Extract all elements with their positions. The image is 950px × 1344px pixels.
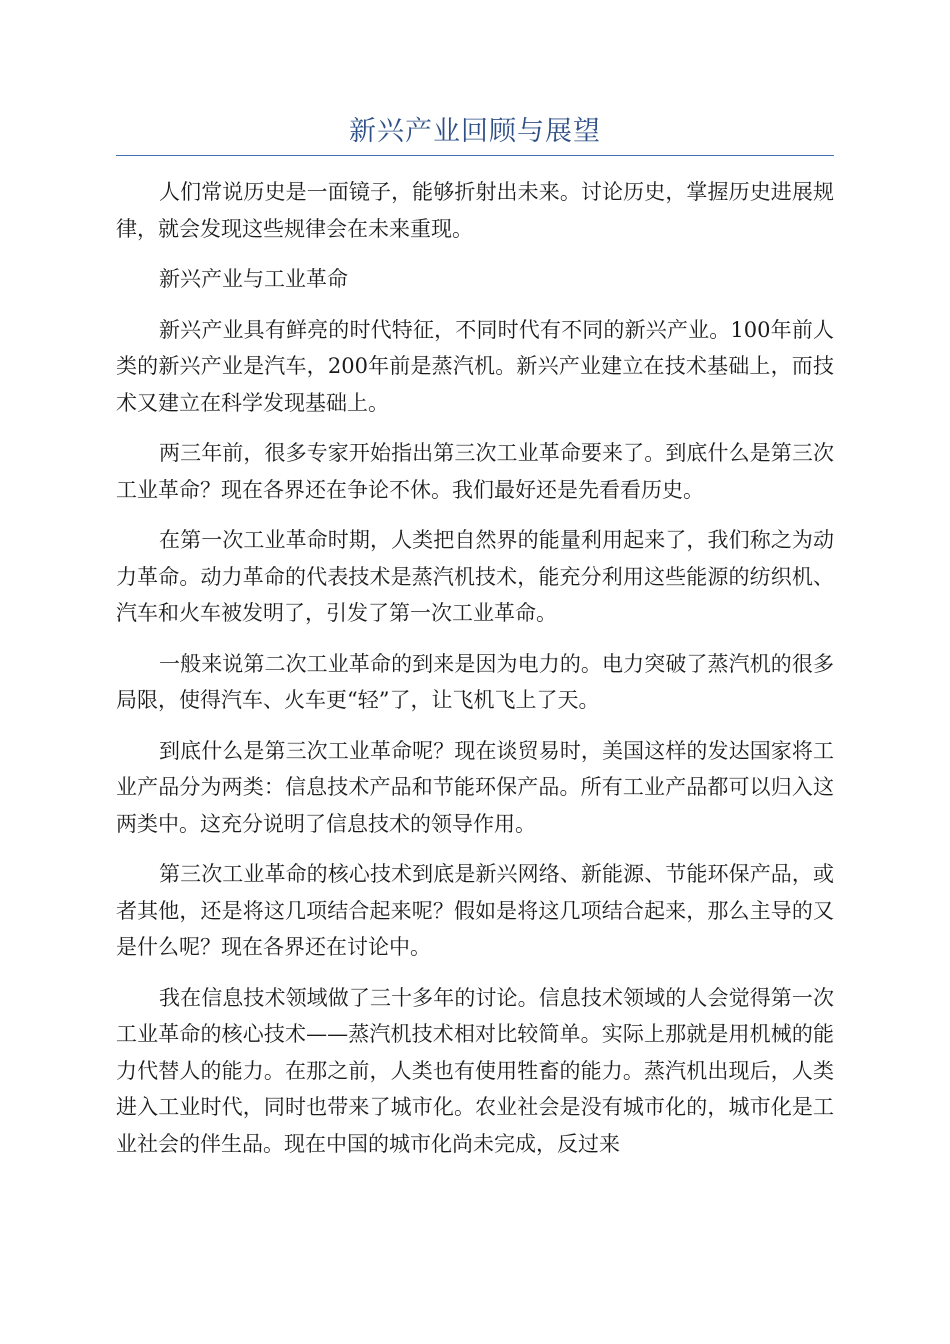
paragraph-intro: 人们常说历史是一面镜子，能够折射出未来。讨论历史，掌握历史进展规律，就会发现这些规律会在未来重现。 — [116, 180, 834, 241]
paragraph: 到底什么是第三次工业革命呢？现在谈贸易时，美国这样的发达国家将工业产品分为两类：信息技术产品和节能环保产品。所有工业产品都可以归入这两类中。这充分说明了信息技术的领导作用。 — [116, 738, 834, 836]
paragraph: 新兴产业具有鲜亮的时代特征，不同时代有不同的新兴产业。100年前人类的新兴产业是汽车，200年前是蒸汽机。新兴产业建立在技术基础上，而技术又建立在科学发现基础上。 — [116, 317, 834, 415]
paragraph: 第三次工业革命的核心技术到底是新兴网络、新能源、节能环保产品，或者其他，还是将这几项结合起来呢？假如是将这几项结合起来，那么主导的又是什么呢？现在各界还在讨论中。 — [116, 862, 834, 959]
title-underline — [116, 155, 834, 156]
document-title: 新兴产业回顾与展望 — [349, 116, 601, 147]
paragraph: 一般来说第二次工业革命的到来是因为电力的。电力突破了蒸汽机的很多局限，使得汽车、火车更“轻”了，让飞机飞上了天。 — [116, 651, 834, 712]
paragraph: 两三年前，很多专家开始指出第三次工业革命要来了。到底什么是第三次工业革命？现在各界还在争论不休。我们最好还是先看看历史。 — [116, 441, 834, 502]
section-heading: 新兴产业与工业革命 — [159, 267, 348, 291]
paragraph: 在第一次工业革命时期，人类把自然界的能量利用起来了，我们称之为动力革命。动力革命的代表技术是蒸汽机技术，能充分利用这些能源的纺织机、汽车和火车被发明了，引发了第一次工业革命。 — [116, 528, 834, 625]
paragraph: 我在信息技术领域做了三十多年的讨论。信息技术领域的人会觉得第一次工业革命的核心技术——蒸汽机技术相对比较简单。实际上那就是用机械的能力代替人的能力。在那之前，人类也有使用牲畜的能力。蒸汽机出现后，人类进入工业时代，同时也带来了城市化。农业社会是没有城市化的，城市化是工业社会的伴生品。现在中国的城市化尚未完成，反过来 — [116, 985, 834, 1156]
document-body — [116, 174, 834, 1176]
